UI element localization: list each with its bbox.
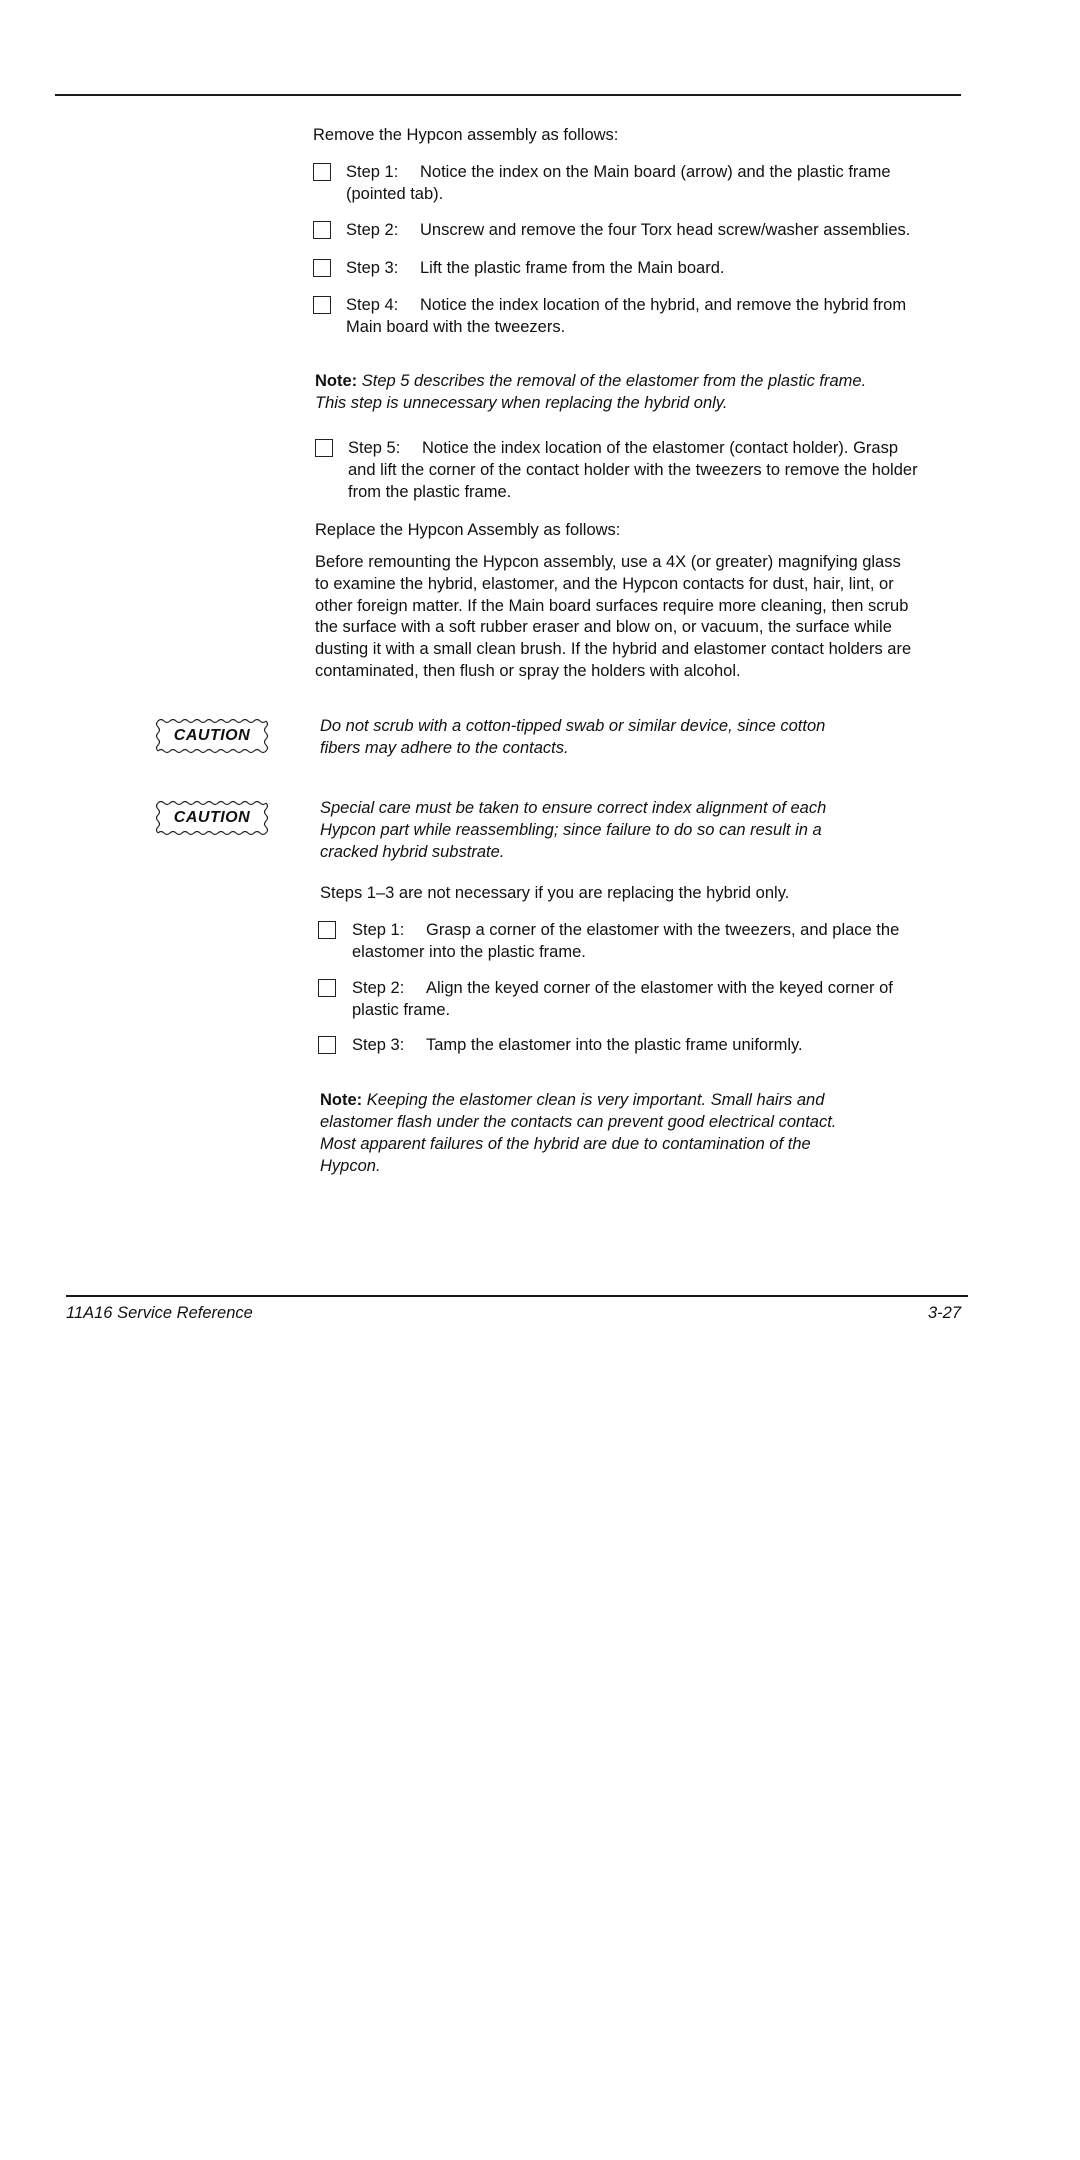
cleaning-paragraph <box>315 552 1015 683</box>
note-text: Keeping the elastomer clean is very important. Small hairs and <box>366 1091 825 1109</box>
step-label: Step 5: <box>348 439 401 457</box>
step-text: Grasp a corner of the elastomer with the tweezers, and place the <box>426 921 900 939</box>
step-text-continued: elastomer into the plastic frame. <box>352 943 586 961</box>
note-text: Step 5 describes the removal of the elastomer from the plastic frame. <box>361 372 867 390</box>
note-text-continued: Most apparent failures of the hybrid are due to contamination of the <box>320 1135 811 1153</box>
caution-text <box>320 715 960 759</box>
step-label: Step 4: <box>346 296 399 314</box>
step-label: Step 3: <box>352 1036 405 1054</box>
paragraph-line: other foreign matter. If the Main board surfaces require more cleaning, then scrub <box>315 596 909 615</box>
step-label: Step 2: <box>352 979 405 997</box>
caution-line: Hypcon part while reassembling; since failure to do so can result in a <box>320 821 822 839</box>
footer-rule <box>66 1295 968 1297</box>
step-text: Notice the index location of the elastomer (contact holder). Grasp <box>422 439 898 457</box>
step-checkbox[interactable] <box>313 296 331 314</box>
note-text-continued: This step is unnecessary when replacing the hybrid only. <box>315 394 728 412</box>
replace-steps-intro: Steps 1–3 are not necessary if you are replacing the hybrid only. <box>320 884 790 902</box>
paragraph-line: the surface with a soft rubber eraser and blow on, or vacuum, the surface while <box>315 618 892 637</box>
caution-label: CAUTION <box>173 727 251 744</box>
paragraph-line: dusting it with a small clean brush. If the hybrid and elastomer contact holders are <box>315 640 912 659</box>
caution-badge <box>155 718 269 754</box>
step-label: Step 1: <box>346 163 399 181</box>
note-step5 <box>315 370 975 414</box>
step-text: Tamp the elastomer into the plastic frame uniformly. <box>426 1036 803 1054</box>
caution-line: cracked hybrid substrate. <box>320 843 505 861</box>
step-label: Step 2: <box>346 221 399 239</box>
note-text-continued: elastomer flash under the contacts can prevent good electrical contact. <box>320 1113 837 1131</box>
step-checkbox[interactable] <box>318 1036 336 1054</box>
remove-heading: Remove the Hypcon assembly as follows: <box>313 126 619 144</box>
step-text-continued: (pointed tab). <box>346 185 444 203</box>
caution-badge <box>155 800 269 836</box>
step-checkbox[interactable] <box>313 259 331 277</box>
caution-text <box>320 797 960 863</box>
caution-label: CAUTION <box>173 809 251 826</box>
note-label: Note: <box>315 372 358 390</box>
paragraph-line: to examine the hybrid, elastomer, and the Hypcon contacts for dust, hair, lint, or <box>315 574 894 593</box>
paragraph-line: Before remounting the Hypcon assembly, use a 4X (or greater) magnifying glass <box>315 553 901 571</box>
step-text-continued: Main board with the tweezers. <box>346 318 566 336</box>
step-text: Notice the index on the Main board (arrow) and the plastic frame <box>420 163 891 181</box>
note-text-continued: Hypcon. <box>320 1157 381 1175</box>
step-checkbox[interactable] <box>315 439 333 457</box>
footer-title: 11A16 Service Reference <box>66 1304 253 1322</box>
caution-line: Do not scrub with a cotton-tipped swab or similar device, since cotton <box>320 717 826 735</box>
step-checkbox[interactable] <box>318 921 336 939</box>
caution-line: Special care must be taken to ensure correct index alignment of each <box>320 799 827 817</box>
step-text: Lift the plastic frame from the Main board. <box>420 259 725 277</box>
step-text-continued: plastic frame. <box>352 1001 451 1019</box>
step-label: Step 3: <box>346 259 399 277</box>
header-rule <box>55 94 961 96</box>
note-label: Note: <box>320 1091 363 1109</box>
step-checkbox[interactable] <box>318 979 336 997</box>
footer-page-number: 3-27 <box>928 1304 962 1322</box>
step-text-continued: and lift the corner of the contact holder with the tweezers to remove the holder <box>348 461 918 479</box>
step-text: Align the keyed corner of the elastomer with the keyed corner of <box>426 979 893 997</box>
step-label: Step 1: <box>352 921 405 939</box>
replace-heading: Replace the Hypcon Assembly as follows: <box>315 521 621 539</box>
step-text: Unscrew and remove the four Torx head screw/washer assemblies. <box>420 221 911 239</box>
step-checkbox[interactable] <box>313 163 331 181</box>
caution-line: fibers may adhere to the contacts. <box>320 739 569 757</box>
step-checkbox[interactable] <box>313 221 331 239</box>
step-text: Notice the index location of the hybrid, and remove the hybrid from <box>420 296 907 314</box>
step-text-continued: from the plastic frame. <box>348 483 512 501</box>
paragraph-line: contaminated, then flush or spray the holders with alcohol. <box>315 661 741 680</box>
note-cleanliness <box>320 1089 960 1177</box>
